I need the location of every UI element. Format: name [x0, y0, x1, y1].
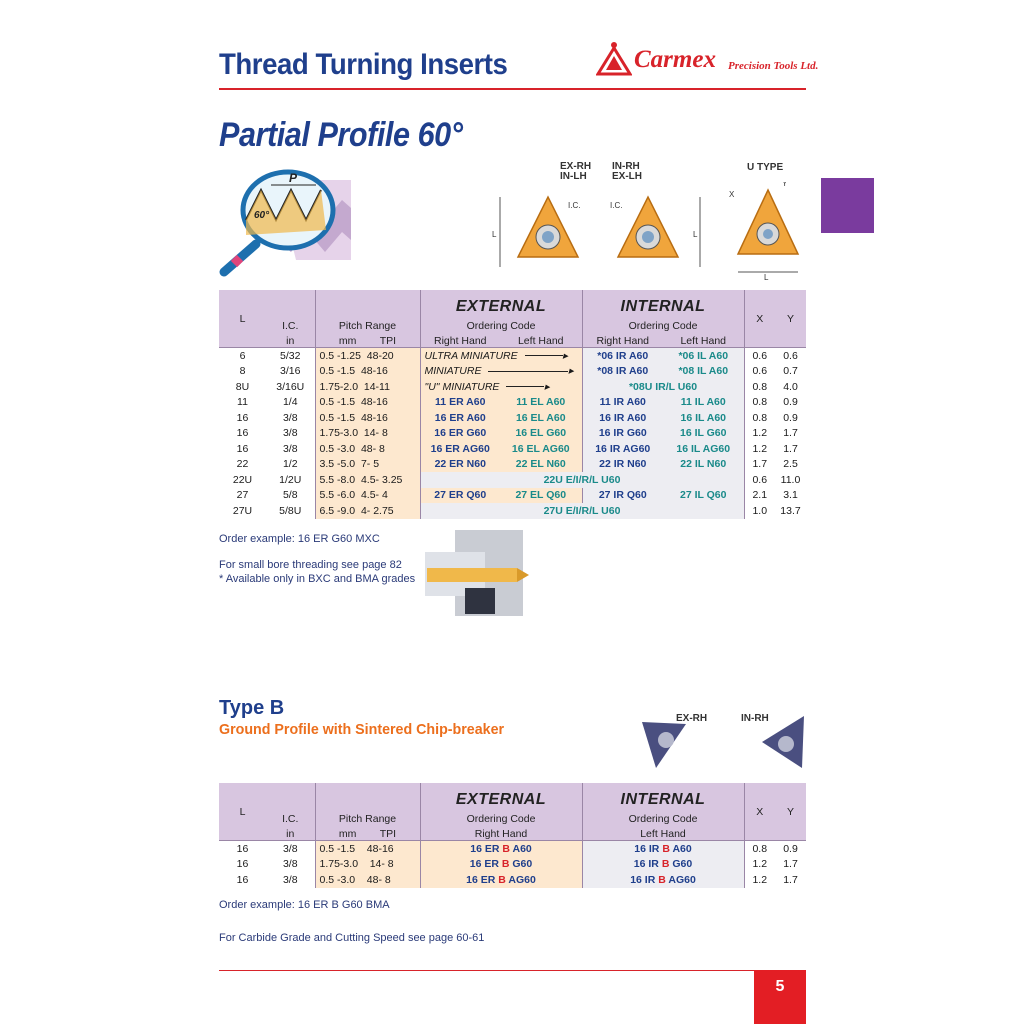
arrow-icon [525, 355, 563, 356]
code-type: B [662, 842, 670, 855]
ext-rh-header-b: Right Hand [420, 825, 582, 841]
code-profile: AG60 [668, 873, 696, 886]
internal-heading: INTERNAL [620, 298, 706, 315]
code-profile: AG60 [508, 873, 536, 886]
cell-ic: 3/8 [282, 858, 298, 871]
cell-pitch [315, 441, 420, 457]
thread-profile-illustration [216, 160, 358, 280]
table-row [219, 503, 806, 519]
col-x: X [744, 290, 775, 348]
ext-lh-header: Left Hand [500, 332, 582, 348]
cell-ic: 1/4 [282, 396, 298, 409]
col-tpi: TPI [379, 335, 397, 347]
col-tpi-b: TPI [379, 828, 397, 840]
cell-combined-code: 22U E/I/R/L U60 [420, 472, 744, 488]
cell-x: 1.0 [744, 503, 775, 519]
cell-ext-lh: 16 EL G60 [500, 426, 582, 442]
cell-int-code [582, 872, 744, 888]
svg-text:I.C.: I.C. [610, 201, 623, 210]
cell-y: 1.7 [783, 442, 798, 455]
col-mm-b: mm [338, 828, 357, 840]
cell-ic: 3/8 [282, 442, 298, 455]
cell-ext-rh: 16 ER A60 [420, 410, 500, 426]
cell-ext-note: MINIATURE ▸ [420, 364, 582, 380]
cell-l: 16 [236, 442, 249, 455]
svg-text:L: L [492, 230, 497, 239]
cell-pitch [315, 364, 420, 380]
col-ic-unit-b: in [266, 825, 315, 841]
cell-y: 1.7 [783, 427, 798, 440]
cell-l: 8U [235, 380, 250, 393]
ex-rh-insert-icon [492, 197, 580, 267]
col-ic-unit: in [266, 332, 315, 348]
cell-pitch [315, 872, 420, 888]
cell-y: 13.7 [780, 504, 801, 517]
code-profile: A60 [672, 842, 692, 855]
cell-tpi: 48- 8 [366, 873, 391, 886]
cell-mm: 0.5 -1.5 [319, 842, 356, 855]
code-type: B [661, 858, 670, 871]
table-row [219, 457, 806, 473]
cell-mm: 5.5 -6.0 [319, 489, 356, 502]
cell-tpi: 48-20 [366, 349, 394, 362]
ext-note-text: ULTRA MINIATURE [424, 349, 518, 362]
cell-x: 0.6 [744, 348, 775, 364]
cell-ext-rh: 27 ER Q60 [420, 488, 500, 504]
col-pitch: Pitch Range [315, 290, 420, 332]
code-profile: A60 [512, 842, 532, 855]
cell-tpi: 48- 8 [360, 442, 385, 455]
table-row [219, 348, 806, 364]
code-base: 16 ER [466, 873, 496, 886]
table-row [219, 426, 806, 442]
cell-int-rh: 11 IR A60 [582, 395, 663, 411]
cell-x: 1.7 [744, 457, 775, 473]
col-mm: mm [338, 335, 357, 347]
col-ic-b: I.C. [266, 783, 315, 825]
arrow-icon [488, 371, 568, 372]
table-row [219, 472, 806, 488]
svg-text:I.C.: I.C. [568, 201, 581, 210]
code-base: 16 IR [630, 873, 656, 886]
code-profile: G60 [672, 858, 693, 871]
col-pitch-b: Pitch Range [315, 783, 420, 825]
cell-int-rh: 27 IR Q60 [582, 488, 663, 504]
brand-subtitle: Precision Tools Ltd. [728, 60, 819, 72]
cell-ext-rh: 22 ER N60 [420, 457, 500, 473]
cell-mm: 5.5 -8.0 [319, 473, 356, 486]
label-u-type: U TYPE [747, 162, 784, 173]
ext-note-text: MINIATURE [424, 365, 482, 378]
code-profile: G60 [512, 858, 533, 871]
external-heading: EXTERNAL [455, 298, 547, 315]
cell-mm: 6.5 -9.0 [319, 504, 356, 517]
cell-ext-lh: 22 EL N60 [500, 457, 582, 473]
cell-ext-rh: 11 ER A60 [420, 395, 500, 411]
cell-y: 1.7 [783, 858, 798, 871]
cell-combined-code: 27U E/I/R/L U60 [420, 503, 744, 519]
label-ex-rh: EX-RH [560, 161, 592, 172]
availability-note: * Available only in BXC and BMA grades [219, 573, 416, 585]
cell-x: 0.8 [744, 395, 775, 411]
cell-l: 8 [239, 365, 246, 378]
cell-ic: 1/2U [279, 473, 302, 486]
cell-mm: 1.75-3.0 [319, 858, 359, 871]
cell-pitch [315, 348, 420, 364]
cell-int-lh: 22 IL N60 [663, 457, 744, 473]
table-row [219, 857, 806, 873]
cell-y: 3.1 [783, 489, 798, 502]
cell-l: 16 [236, 858, 249, 871]
cell-int-rh: 16 IR AG60 [582, 441, 663, 457]
order-example-2: Order example: 16 ER B G60 BMA [219, 899, 390, 911]
cell-x: 0.6 [744, 472, 775, 488]
cell-tpi: 14- 8 [369, 858, 394, 871]
table-row [219, 488, 806, 504]
cell-pitch [315, 395, 420, 411]
insert-dimension-diagrams [488, 182, 808, 282]
in-rh-chipbreaker-icon [762, 716, 804, 768]
cell-int-rh: 16 IR A60 [582, 410, 663, 426]
cell-y: 0.6 [775, 348, 806, 364]
cell-ext-lh: 16 EL A60 [500, 410, 582, 426]
cell-l: 16 [236, 427, 249, 440]
cell-ic: 5/32 [266, 348, 315, 364]
cell-ic: 3/8 [282, 411, 298, 424]
cell-int-combined: *08U IR/L U60 [582, 379, 744, 395]
internal-heading-b: INTERNAL [620, 791, 706, 808]
cell-y: 0.7 [783, 365, 798, 378]
cell-tpi: 14- 8 [363, 427, 388, 440]
ext-ordering-code-b: Ordering Code [420, 809, 582, 825]
svg-text:Y: Y [782, 182, 788, 188]
table-row [219, 364, 806, 380]
cell-l: 11 [237, 396, 248, 409]
cell-mm: 0.5 -3.0 [319, 442, 356, 455]
cell-pitch [315, 410, 420, 426]
ex-rh-chipbreaker-icon [642, 722, 686, 768]
code-type: B [501, 858, 510, 871]
cell-int-rh: 22 IR N60 [582, 457, 663, 473]
cell-pitch [315, 472, 420, 488]
type-b-insert-images [636, 714, 811, 772]
cell-y: 11.0 [780, 473, 801, 486]
ext-rh-header: Right Hand [420, 332, 500, 348]
col-ic: I.C. [266, 290, 315, 332]
type-b-title: Type B [219, 697, 285, 719]
int-lh-header-b: Left Hand [582, 825, 744, 841]
cell-int-lh: 16 IL AG60 [663, 441, 744, 457]
code-base: 16 ER [469, 858, 499, 871]
cell-ic: 1/2 [282, 458, 298, 471]
svg-text:L: L [764, 273, 769, 282]
table-row [219, 379, 806, 395]
cell-ext-lh: 16 EL AG60 [500, 441, 582, 457]
cell-l: 22 [236, 458, 249, 471]
cell-mm: 0.5 -1.5 [319, 396, 356, 409]
cell-l: 16 [236, 411, 249, 424]
int-rh-header: Right Hand [582, 332, 663, 348]
cell-y: 0.9 [775, 841, 806, 857]
cell-tpi: 4.5- 3.25 [360, 473, 403, 486]
pitch-label: P [289, 171, 298, 185]
carmex-logo [596, 40, 819, 80]
cell-l: 27U [232, 504, 253, 517]
cell-mm: 1.75-3.0 [319, 427, 359, 440]
code-type: B [658, 873, 666, 886]
svg-text:L: L [693, 230, 698, 239]
cell-x: 0.8 [744, 841, 775, 857]
cell-mm: 0.5 -1.5 [319, 365, 356, 378]
cell-l: 22U [232, 473, 253, 486]
cell-tpi: 4- 2.75 [360, 504, 394, 517]
code-type: B [502, 842, 510, 855]
cell-tpi: 14-11 [363, 380, 390, 393]
footer-rule [219, 970, 806, 971]
brand-name: Carmex [634, 46, 716, 73]
logo-icon [596, 40, 632, 76]
cell-pitch [315, 503, 420, 519]
col-x-b: X [744, 783, 775, 841]
cell-x: 1.2 [744, 426, 775, 442]
table-row [219, 872, 806, 888]
cell-int-rh: *06 IR A60 [582, 348, 663, 364]
table-row [219, 410, 806, 426]
label-in-lh: IN-LH [560, 171, 587, 182]
cell-ic: 3/16U [276, 380, 305, 393]
small-bore-tool-illustration [425, 528, 533, 620]
header-title: Thread Turning Inserts [219, 48, 508, 81]
type-b-in-rh-label: IN-RH [741, 713, 769, 724]
type-b-table [219, 783, 806, 888]
cell-pitch [315, 457, 420, 473]
angle-label: 60° [254, 210, 270, 221]
cell-int-lh: *08 IL A60 [663, 364, 744, 380]
cell-int-rh: 16 IR G60 [582, 426, 663, 442]
cell-ic: 5/8U [279, 504, 302, 517]
cell-x: 0.6 [744, 364, 775, 380]
code-type: B [498, 873, 506, 886]
cell-ic: 3/8 [266, 841, 315, 857]
cell-ext-code [420, 857, 582, 873]
table-row [219, 395, 806, 411]
cell-ext-lh: 11 EL A60 [500, 395, 582, 411]
cell-tpi: 48-16 [360, 396, 388, 409]
u-type-insert-icon [729, 182, 798, 282]
cell-ext-rh: 16 ER AG60 [420, 441, 500, 457]
cell-ic: 3/16 [280, 365, 301, 378]
cell-mm: 0.5 -1.5 [319, 411, 356, 424]
cell-l: 6 [219, 348, 266, 364]
cell-ext-rh: 16 ER G60 [420, 426, 500, 442]
cell-x: 0.8 [744, 410, 775, 426]
cell-l: 16 [236, 873, 249, 886]
cell-y: 1.7 [783, 873, 798, 886]
int-ordering-code: Ordering Code [582, 316, 744, 332]
cell-int-lh: 11 IL A60 [663, 395, 744, 411]
in-rh-insert-icon [610, 197, 700, 267]
cell-ic: 3/8 [282, 427, 298, 440]
cell-pitch [315, 488, 420, 504]
table-row [219, 441, 806, 457]
cell-int-lh: 16 IL A60 [663, 410, 744, 426]
cell-ext-lh: 27 EL Q60 [500, 488, 582, 504]
cell-ic: 3/8 [282, 873, 298, 886]
cell-mm: 1.75-2.0 [319, 380, 359, 393]
cell-ext-code [420, 841, 582, 857]
cell-l: 27 [236, 489, 249, 502]
cell-ext-code [420, 872, 582, 888]
ext-note-text: "U" MINIATURE [424, 380, 500, 393]
code-base: 16 ER [470, 842, 500, 855]
cell-x: 2.1 [744, 488, 775, 504]
cell-tpi: 7- 5 [360, 458, 380, 471]
cell-x: 1.2 [744, 441, 775, 457]
col-l-b: L [219, 783, 266, 841]
cell-tpi: 4.5- 4 [360, 489, 388, 502]
order-example-1: Order example: 16 ER G60 MXC [219, 533, 380, 545]
cell-x: 1.2 [744, 857, 775, 873]
cell-pitch [315, 426, 420, 442]
cell-ic: 5/8 [282, 489, 298, 502]
cell-y: 2.5 [783, 458, 798, 471]
cell-y: 0.9 [783, 411, 798, 424]
ext-ordering-code: Ordering Code [420, 316, 582, 332]
code-base: 16 IR [633, 858, 659, 871]
type-b-ex-rh-label: EX-RH [676, 713, 708, 724]
col-l: L [219, 290, 266, 348]
cell-y: 0.9 [783, 396, 798, 409]
col-y: Y [775, 290, 806, 348]
cell-pitch [315, 857, 420, 873]
cell-tpi: 48-16 [360, 365, 388, 378]
cell-int-code [582, 841, 744, 857]
cell-mm: 0.5 -3.0 [319, 873, 356, 886]
svg-text:X: X [729, 190, 735, 199]
arrow-icon [506, 386, 544, 387]
cell-l: 16 [219, 841, 266, 857]
cell-int-lh: 27 IL Q60 [663, 488, 744, 504]
label-ex-lh: EX-LH [612, 171, 642, 182]
carbide-note: For Carbide Grade and Cutting Speed see page 60-61 [219, 932, 485, 944]
cell-int-rh: *08 IR A60 [582, 364, 663, 380]
cell-int-code [582, 857, 744, 873]
table-row [219, 841, 806, 857]
label-in-rh: IN-RH [612, 161, 640, 172]
cell-ext-note: ULTRA MINIATURE ▸ [420, 348, 582, 364]
partial-profile-table [219, 290, 806, 519]
code-base: 16 IR [634, 842, 660, 855]
cell-x: 0.8 [744, 379, 775, 395]
cell-ext-note: "U" MINIATURE ▸ [420, 379, 582, 395]
int-lh-header: Left Hand [663, 332, 744, 348]
cell-tpi: 48-16 [366, 842, 394, 855]
cell-tpi: 48-16 [360, 411, 388, 424]
cell-pitch [315, 841, 420, 857]
type-b-subtitle: Ground Profile with Sintered Chip-breaker [219, 721, 505, 738]
external-heading-b: EXTERNAL [455, 791, 547, 808]
section-title: Partial Profile 60° [219, 116, 463, 154]
int-ordering-code-b: Ordering Code [582, 809, 744, 825]
cell-mm: 0.5 -1.25 [319, 349, 361, 362]
cell-y: 4.0 [783, 380, 798, 393]
col-y-b: Y [775, 783, 806, 841]
cell-int-lh: 16 IL G60 [663, 426, 744, 442]
cell-int-lh: *06 IL A60 [663, 348, 744, 364]
cell-mm: 3.5 -5.0 [319, 458, 356, 471]
cell-x: 1.2 [744, 872, 775, 888]
cell-pitch [315, 379, 420, 395]
small-bore-note: For small bore threading see page 82 [219, 559, 402, 571]
header-rule [219, 88, 806, 90]
page-number: 5 [754, 970, 806, 1024]
section-tab [821, 178, 874, 233]
